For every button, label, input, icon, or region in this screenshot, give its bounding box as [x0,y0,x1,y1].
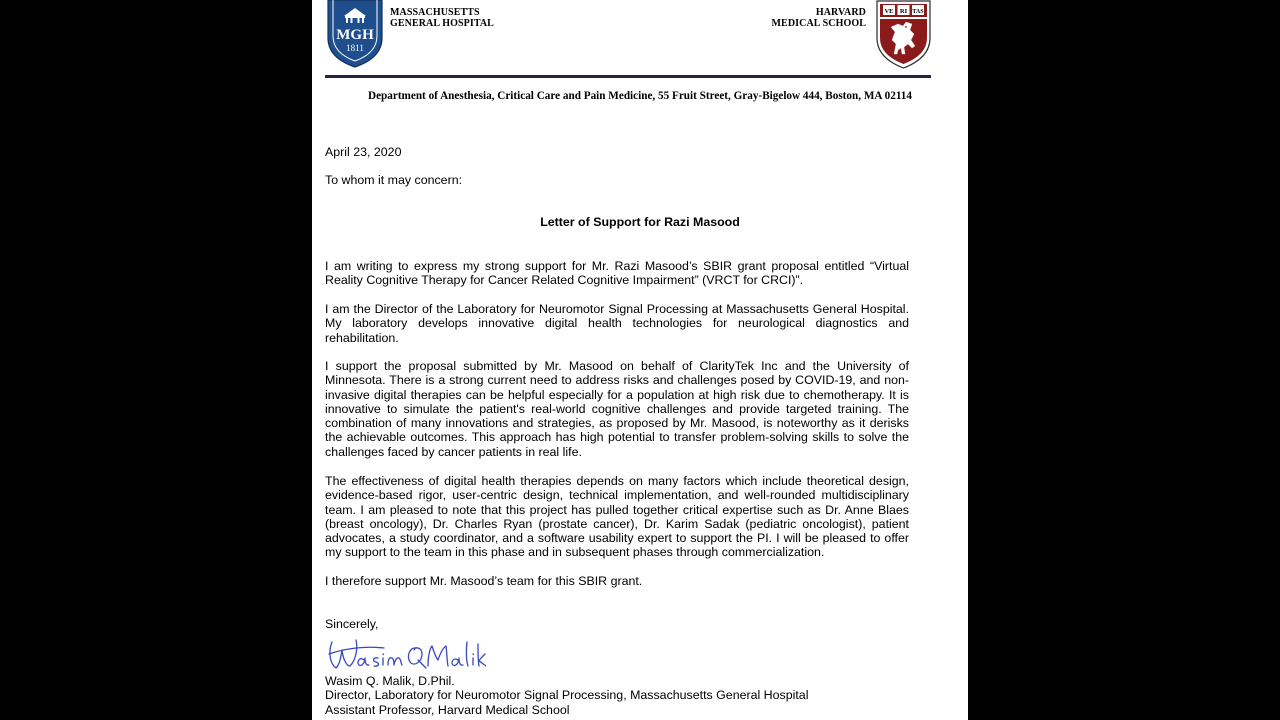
paragraph-effectiveness: The effectiveness of digital health therapies depends on many factors which include theoretical design, evidence-based rigor, user-centric design, technical implementation, and well-rounded multidisciplinary team. I am pleased to note that this project has pulled together critical expertise such as Dr. Anne Blaes (breast oncology), Dr. Charles Ryan (prostate cancer), Dr. Karim Sadak (pediatric oncologist), patient advocates, a study coordinator, and a software usability expert to support the PI. I will be pleased to offer my support to the team in this phase and in subsequent phases through commercialization. [325,474,909,560]
signature-block [325,674,808,717]
harvard-shield-logo [876,0,931,69]
letter-subject: Letter of Support for Razi Masood [540,215,740,229]
letterhead-rule [325,75,931,78]
letter-date: April 23, 2020 [325,145,402,159]
hms-book-text-3: TAS [912,9,924,15]
salutation: To whom it may concern: [325,173,463,187]
letter-page [312,0,968,720]
hms-name [772,7,866,29]
paragraph-intro: I am writing to express my strong support for Mr. Razi Masood’s SBIR grant proposal entitled “Virtual Reality Cognitive Therapy for Cancer Related Cognitive Impairment” (VRCT for CRCI)”. [325,259,909,288]
mgh-name-line-1: MASSACHUSETTS [390,7,480,18]
mgh-logo-year: 1811 [346,43,364,53]
hms-book-text-1: VE [884,8,894,15]
mgh-name [390,7,494,29]
hms-name-line-2: MEDICAL SCHOOL [771,18,866,29]
paragraph-conclusion: I therefore support Mr. Masood’s team for this SBIR grant. [325,574,643,588]
closing: Sincerely, [325,617,379,631]
mgh-logo [326,0,384,68]
mgh-logo-text: MGH [336,27,374,43]
hms-book-text-2: RI [899,8,908,15]
department-address: Department of Anesthesia, Critical Care and Pain Medicine, 55 Fruit Street, Gray-Bigelow 444, Boston, MA 02114 [368,90,912,102]
paragraph-proposal: I support the proposal submitted by Mr. Masood on behalf of ClarityTek Inc and the University of Minnesota. There is a strong current need to address risks and challenges posed by COVID-19, and non-invasive digital therapies can be helpful especially for a population at high risk due to chemotherapy. It is innovative to simulate the patient's real-world cognitive challenges and provide targeted training. The combination of many innovations and strategies, as proposed by Mr. Masood, is noteworthy as it derisks the achievable outcomes. This approach has high potential to transfer problem-solving skills to solve the challenges faced by cancer patients in real life. [325,359,909,459]
paragraph-director: I am the Director of the Laboratory for Neuromotor Signal Processing at Massachusetts General Hospital. My laboratory develops innovative digital health technologies for neurological diagnostics and rehabilitation. [325,302,909,345]
handwritten-signature [326,634,486,674]
hms-name-line-1: HARVARD [815,7,866,18]
signer-title-2: Assistant Professor, Harvard Medical School [325,702,570,717]
signer-title-1: Director, Laboratory for Neuromotor Signal Processing, Massachusetts General Hospital [325,688,809,703]
signer-name: Wasim Q. Malik, D.Phil. [325,674,455,688]
mgh-name-line-2: GENERAL HOSPITAL [390,18,494,29]
